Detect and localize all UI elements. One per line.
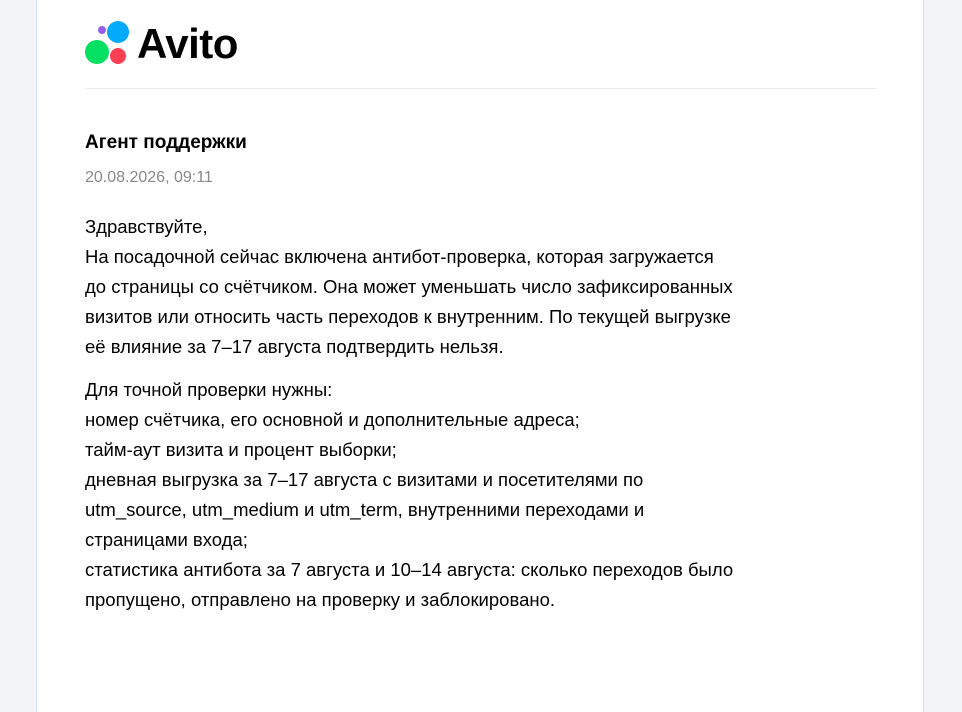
body-line: статистика антибота за 7 августа и 10–14 августа: сколько переходов было [85, 559, 734, 580]
message-timestamp: 20.08.2026, 09:11 [85, 169, 213, 186]
avito-logo[interactable] [85, 18, 265, 70]
message-paragraph [85, 212, 885, 362]
body-line: визитов или относить часть переходов к внутренним. По текущей выгрузке [85, 306, 731, 327]
email-header [85, 18, 877, 89]
body-line: номер счётчика, его основной и дополнительные адреса; [85, 409, 580, 430]
sender-name: Агент поддержки [85, 132, 247, 153]
logo-dot-blue [107, 21, 129, 43]
message-content [85, 128, 885, 615]
body-line: страницами входа; [85, 529, 248, 550]
body-line: тайм-аут визита и процент выборки; [85, 439, 397, 460]
body-line: до страницы со счётчиком. Она может уменьшать число зафиксированных [85, 276, 733, 297]
logo-text: Avito [137, 20, 238, 67]
email-frame [36, 0, 924, 712]
logo-dot-red [110, 48, 126, 64]
body-line: На посадочной сейчас включена антибот-проверка, которая загружается [85, 246, 714, 267]
body-line: Здравствуйте, [85, 216, 208, 237]
body-line: дневная выгрузка за 7–17 августа с визитами и посетителями по [85, 469, 644, 490]
logo-dot-green [85, 40, 109, 64]
message-body [85, 212, 885, 615]
body-line: utm_source, utm_medium и utm_term, внутренними переходами и [85, 499, 645, 520]
body-line: её влияние за 7–17 августа подтвердить нельзя. [85, 336, 504, 357]
logo-dot-purple [98, 26, 106, 34]
avito-dots-icon [85, 20, 133, 68]
message-paragraph [85, 375, 885, 615]
body-line: пропущено, отправлено на проверку и заблокировано. [85, 589, 556, 610]
body-line: Для точной проверки нужны: [85, 379, 333, 400]
